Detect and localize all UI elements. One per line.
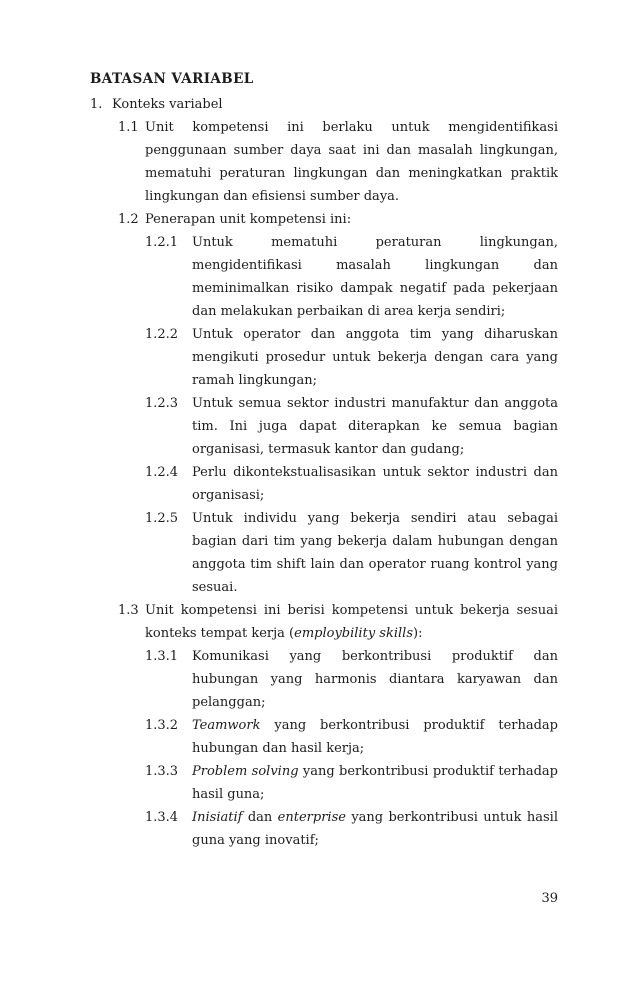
list-item: [90, 599, 558, 645]
text-segment: yang berkontribusi produktif terhadap hasil guna;: [192, 764, 558, 802]
list-item: [90, 507, 558, 599]
text-segment: Penerapan unit kompetensi ini:: [145, 212, 352, 227]
item-number: 1.2.1: [145, 235, 179, 250]
text-segment: Konteks variabel: [112, 97, 223, 112]
item-number: 1.3.2: [145, 718, 179, 733]
list-item: [90, 208, 558, 231]
text-segment: yang berkontribusi produktif terhadap hubungan dan hasil kerja;: [192, 718, 558, 756]
item-number: 1.1: [118, 120, 139, 135]
item-text: [90, 208, 558, 231]
item-number: 1.: [90, 97, 103, 112]
document-body: [90, 93, 558, 852]
list-item: [90, 231, 558, 323]
item-number: 1.2.5: [145, 511, 179, 526]
text-segment: Untuk individu yang bekerja sendiri atau sebagai bagian dari tim yang bekerja dalam hubungan dengan anggota tim shift lain dan operator ruang kontrol yang sesuai.: [192, 511, 558, 595]
text-segment: yang berkontribusi untuk hasil guna yang inovatif;: [192, 810, 559, 848]
list-item: [90, 323, 558, 392]
text-segment: Untuk mematuhi peraturan lingkungan, mengidentifikasi masalah lingkungan dan meminimalkan risiko dampak negatif pada pekerjaan dan melakukan perbaikan di area kerja sendiri;: [192, 235, 558, 319]
list-item: [90, 93, 558, 116]
italic-text-segment: Teamwork: [192, 718, 261, 733]
page-number: 39: [541, 891, 558, 906]
text-segment: Unit kompetensi ini berlaku untuk mengidentifikasi penggunaan sumber daya saat ini dan masalah lingkungan, mematuhi peraturan lingkungan dan meningkatkan praktik lingkungan dan efisiensi sumber daya.: [145, 120, 558, 204]
list-item: [90, 760, 558, 806]
list-item: [90, 645, 558, 714]
text-segment: Perlu dikontekstualisasikan untuk sektor industri dan organisasi;: [192, 465, 558, 503]
item-number: 1.2.2: [145, 327, 179, 342]
item-number: 1.3: [118, 603, 139, 618]
italic-text-segment: employbility skills: [294, 626, 413, 641]
text-segment: Untuk operator dan anggota tim yang diharuskan mengikuti prosedur untuk bekerja dengan cara yang ramah lingkungan;: [192, 327, 558, 388]
item-text: [90, 116, 558, 208]
list-item: [90, 461, 558, 507]
item-number: 1.3.4: [145, 810, 179, 825]
item-number: 1.2: [118, 212, 139, 227]
list-item: [90, 806, 558, 852]
text-segment: ):: [413, 626, 423, 641]
item-text: [90, 93, 558, 116]
text-segment: dan: [242, 810, 278, 825]
item-number: 1.2.4: [145, 465, 179, 480]
item-number: 1.3.1: [145, 649, 179, 664]
italic-text-segment: enterprise: [277, 810, 346, 825]
italic-text-segment: Inisiatif: [192, 810, 243, 825]
list-item: [90, 714, 558, 760]
item-number: 1.2.3: [145, 396, 179, 411]
text-segment: Unit kompetensi ini berisi kompetensi untuk bekerja sesuai konteks tempat kerja (: [145, 603, 558, 641]
list-item: [90, 392, 558, 461]
text-segment: Komunikasi yang berkontribusi produktif dan hubungan yang harmonis diantara karyawan dan pelanggan;: [192, 649, 558, 710]
item-number: 1.3.3: [145, 764, 179, 779]
list-item: [90, 116, 558, 208]
text-segment: Untuk semua sektor industri manufaktur dan anggota tim. Ini juga dapat diterapkan ke semua bagian organisasi, termasuk kantor dan gudang;: [192, 396, 558, 457]
item-text: [90, 599, 558, 645]
section-heading: BATASAN VARIABEL: [90, 71, 254, 87]
italic-text-segment: Problem solving: [192, 764, 299, 779]
